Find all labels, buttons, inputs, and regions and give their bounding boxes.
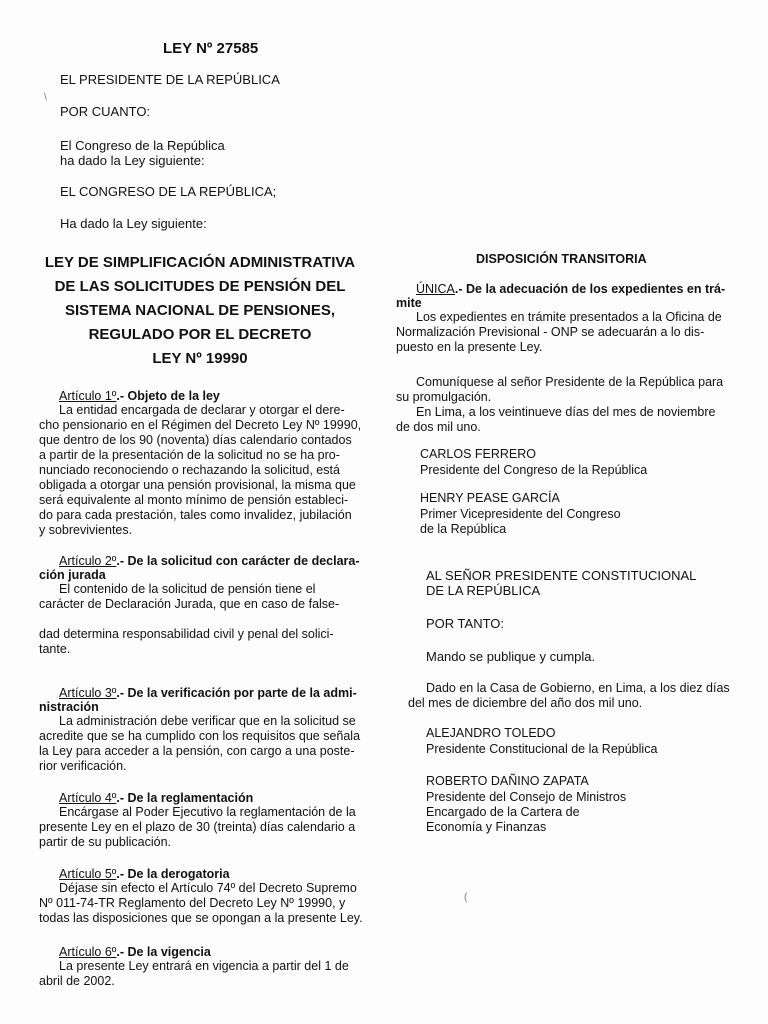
article-line: Nº 011-74-TR Reglamento del Decreto Ley Nº 19990, y [39,896,346,910]
article-line: partir de su publicación. [39,835,172,849]
article-2 [39,554,369,657]
article-line: El contenido de la solicitud de pensión tiene el [59,582,316,596]
article-line: todas las disposiciones que se opongan a la presente Ley. [39,911,363,925]
article-heading [39,686,369,700]
article-heading [39,389,369,403]
article-line: rior verificación. [39,759,127,773]
law-title-line: SISTEMA NACIONAL DE PENSIONES, [64,302,336,319]
article-line: y sobrevivientes. [39,523,133,537]
article-label: Artículo 4º [59,791,117,805]
article-label: Artículo 6º [59,945,117,959]
article-heading [39,867,369,881]
scan-speck: ( [464,892,468,903]
signatory-name: HENRY PEASE GARCÍA [420,491,560,505]
article-line: dad determina responsabilidad civil y penal del solici- [39,627,334,641]
article-label: Artículo 3º [59,686,117,700]
president-heading: EL PRESIDENTE DE LA REPÚBLICA [60,72,280,87]
article-line: acredite que se ha cumplido con los requisitos que señala [39,729,361,743]
congress-line-1: El Congreso de la República [60,138,225,153]
law-number-title: LEY Nº 27585 [163,40,259,57]
law-title-line: LEY DE SIMPLIFICACIÓN ADMINISTRATIVA [44,254,356,271]
signatory-name: CARLOS FERRERO [420,447,536,461]
signatory-role: Economía y Finanzas [426,820,547,834]
article-heading-text: .- De la solicitud con carácter de declara- [116,554,360,568]
article-heading [39,945,369,959]
por-tanto: POR TANTO: [426,616,505,631]
article-heading-text: .- Objeto de la ley [116,389,220,403]
law-title-line: REGULADO POR EL DECRETO [88,326,312,343]
unica-heading-text: .- De la adecuación de los expedientes en trá- [454,282,726,296]
article-label: Artículo 1º [59,389,117,403]
article-line: La administración debe verificar que en la solicitud se [59,714,356,728]
unica-heading [396,282,736,296]
article-line: do para cada prestación, tales como invalidez, jubilación [39,508,352,522]
article-line: será equivalente al monto mínimo de pensión estableci- [39,493,349,507]
signatory-name: ROBERTO DAÑINO ZAPATA [426,774,589,788]
article-line: Déjase sin efecto el Artículo 74º del Decreto Supremo [59,881,357,895]
article-heading-text: .- De la reglamentación [116,791,254,805]
unica-line: Normalización Previsional - ONP se adecuarán a lo dis- [396,325,705,339]
article-label: Artículo 2º [59,554,117,568]
article-3 [39,686,369,774]
article-heading-cont: nistración [39,700,99,714]
article-heading-cont: ción jurada [39,568,106,582]
article-line: abril de 2002. [39,974,115,988]
unica-line: Los expedientes en trámite presentados a la Oficina de [416,310,722,324]
dado-line-1: Dado en la Casa de Gobierno, en Lima, a los diez días [426,681,730,695]
unica-label: ÚNICA [416,282,455,296]
article-1 [39,389,369,538]
article-line: cho pensionario en el Régimen del Decreto Ley Nº 19990, [39,418,362,432]
article-line: presente Ley en el plazo de 30 (treinta) días calendario a [39,820,356,834]
comuniquese-line: su promulgación. [396,390,492,404]
ha-dado: Ha dado la Ley siguiente: [60,216,207,231]
article-line: nunciado reconociendo o rechazando la solicitud, está [39,463,340,477]
al-senor-line-1: AL SEÑOR PRESIDENTE CONSTITUCIONAL [426,568,697,583]
article-line: a partir de la presentación de la solicitud no se ha pro- [39,448,340,462]
signatory-role: Presidente del Consejo de Ministros [426,790,627,804]
article-heading-text: .- De la verificación por parte de la admi- [116,686,357,700]
article-line: La entidad encargada de declarar y otorgar el dere- [59,403,345,417]
article-4 [39,791,369,850]
article-line: que dentro de los 90 (noventa) días calendario contados [39,433,352,447]
comuniquese-line: Comuníquese al señor Presidente de la República para [416,375,724,389]
law-title-line: LEY Nº 19990 [152,350,248,367]
article-line: La presente Ley entrará en vigencia a partir del 1 de [59,959,349,973]
article-heading [39,554,369,568]
comuniquese-section [396,375,736,435]
article-line: Encárgase al Poder Ejecutivo la reglamentación de la [59,805,356,819]
unica-section [396,282,736,355]
article-heading-text: .- De la vigencia [116,945,211,959]
signatory-role: Encargado de la Cartera de [426,805,580,819]
article-line: obligada a otorgar una pensión provisional, la misma que [39,478,356,492]
por-cuanto: POR CUANTO: [60,104,151,119]
article-label: Artículo 5º [59,867,117,881]
article-5 [39,867,369,926]
signatory-name: ALEJANDRO TOLEDO [426,726,556,740]
al-senor-line-2: DE LA REPÚBLICA [426,583,541,598]
unica-line: puesto en la presente Ley. [396,340,543,354]
article-heading-text: .- De la derogatoria [116,867,230,881]
congress-line-2: ha dado la Ley siguiente: [60,153,205,168]
el-congreso: EL CONGRESO DE LA REPÚBLICA; [60,184,277,199]
signatory-role: Primer Vicepresidente del Congreso [420,507,621,521]
unica-heading-cont: mite [396,296,422,310]
dado-line-2: del mes de diciembre del año dos mil uno. [408,696,643,710]
mando: Mando se publique y cumpla. [426,649,596,664]
article-6 [39,945,369,989]
article-line: carácter de Declaración Jurada, que en caso de false- [39,597,340,611]
scan-speck: \ [44,92,47,103]
comuniquese-line: En Lima, a los veintinueve días del mes de noviembre [416,405,716,419]
article-heading [39,791,369,805]
disposicion-transitoria-title: DISPOSICIÓN TRANSITORIA [476,252,647,266]
comuniquese-line: de dos mil uno. [396,420,481,434]
article-line: tante. [39,642,71,656]
signatory-role: Presidente del Congreso de la República [420,463,648,477]
article-line: la Ley para acceder a la pensión, con cargo a una poste- [39,744,355,758]
signatory-role: de la República [420,522,507,536]
law-title-line: DE LAS SOLICITUDES DE PENSIÓN DEL [54,278,346,295]
signatory-role: Presidente Constitucional de la República [426,742,658,756]
